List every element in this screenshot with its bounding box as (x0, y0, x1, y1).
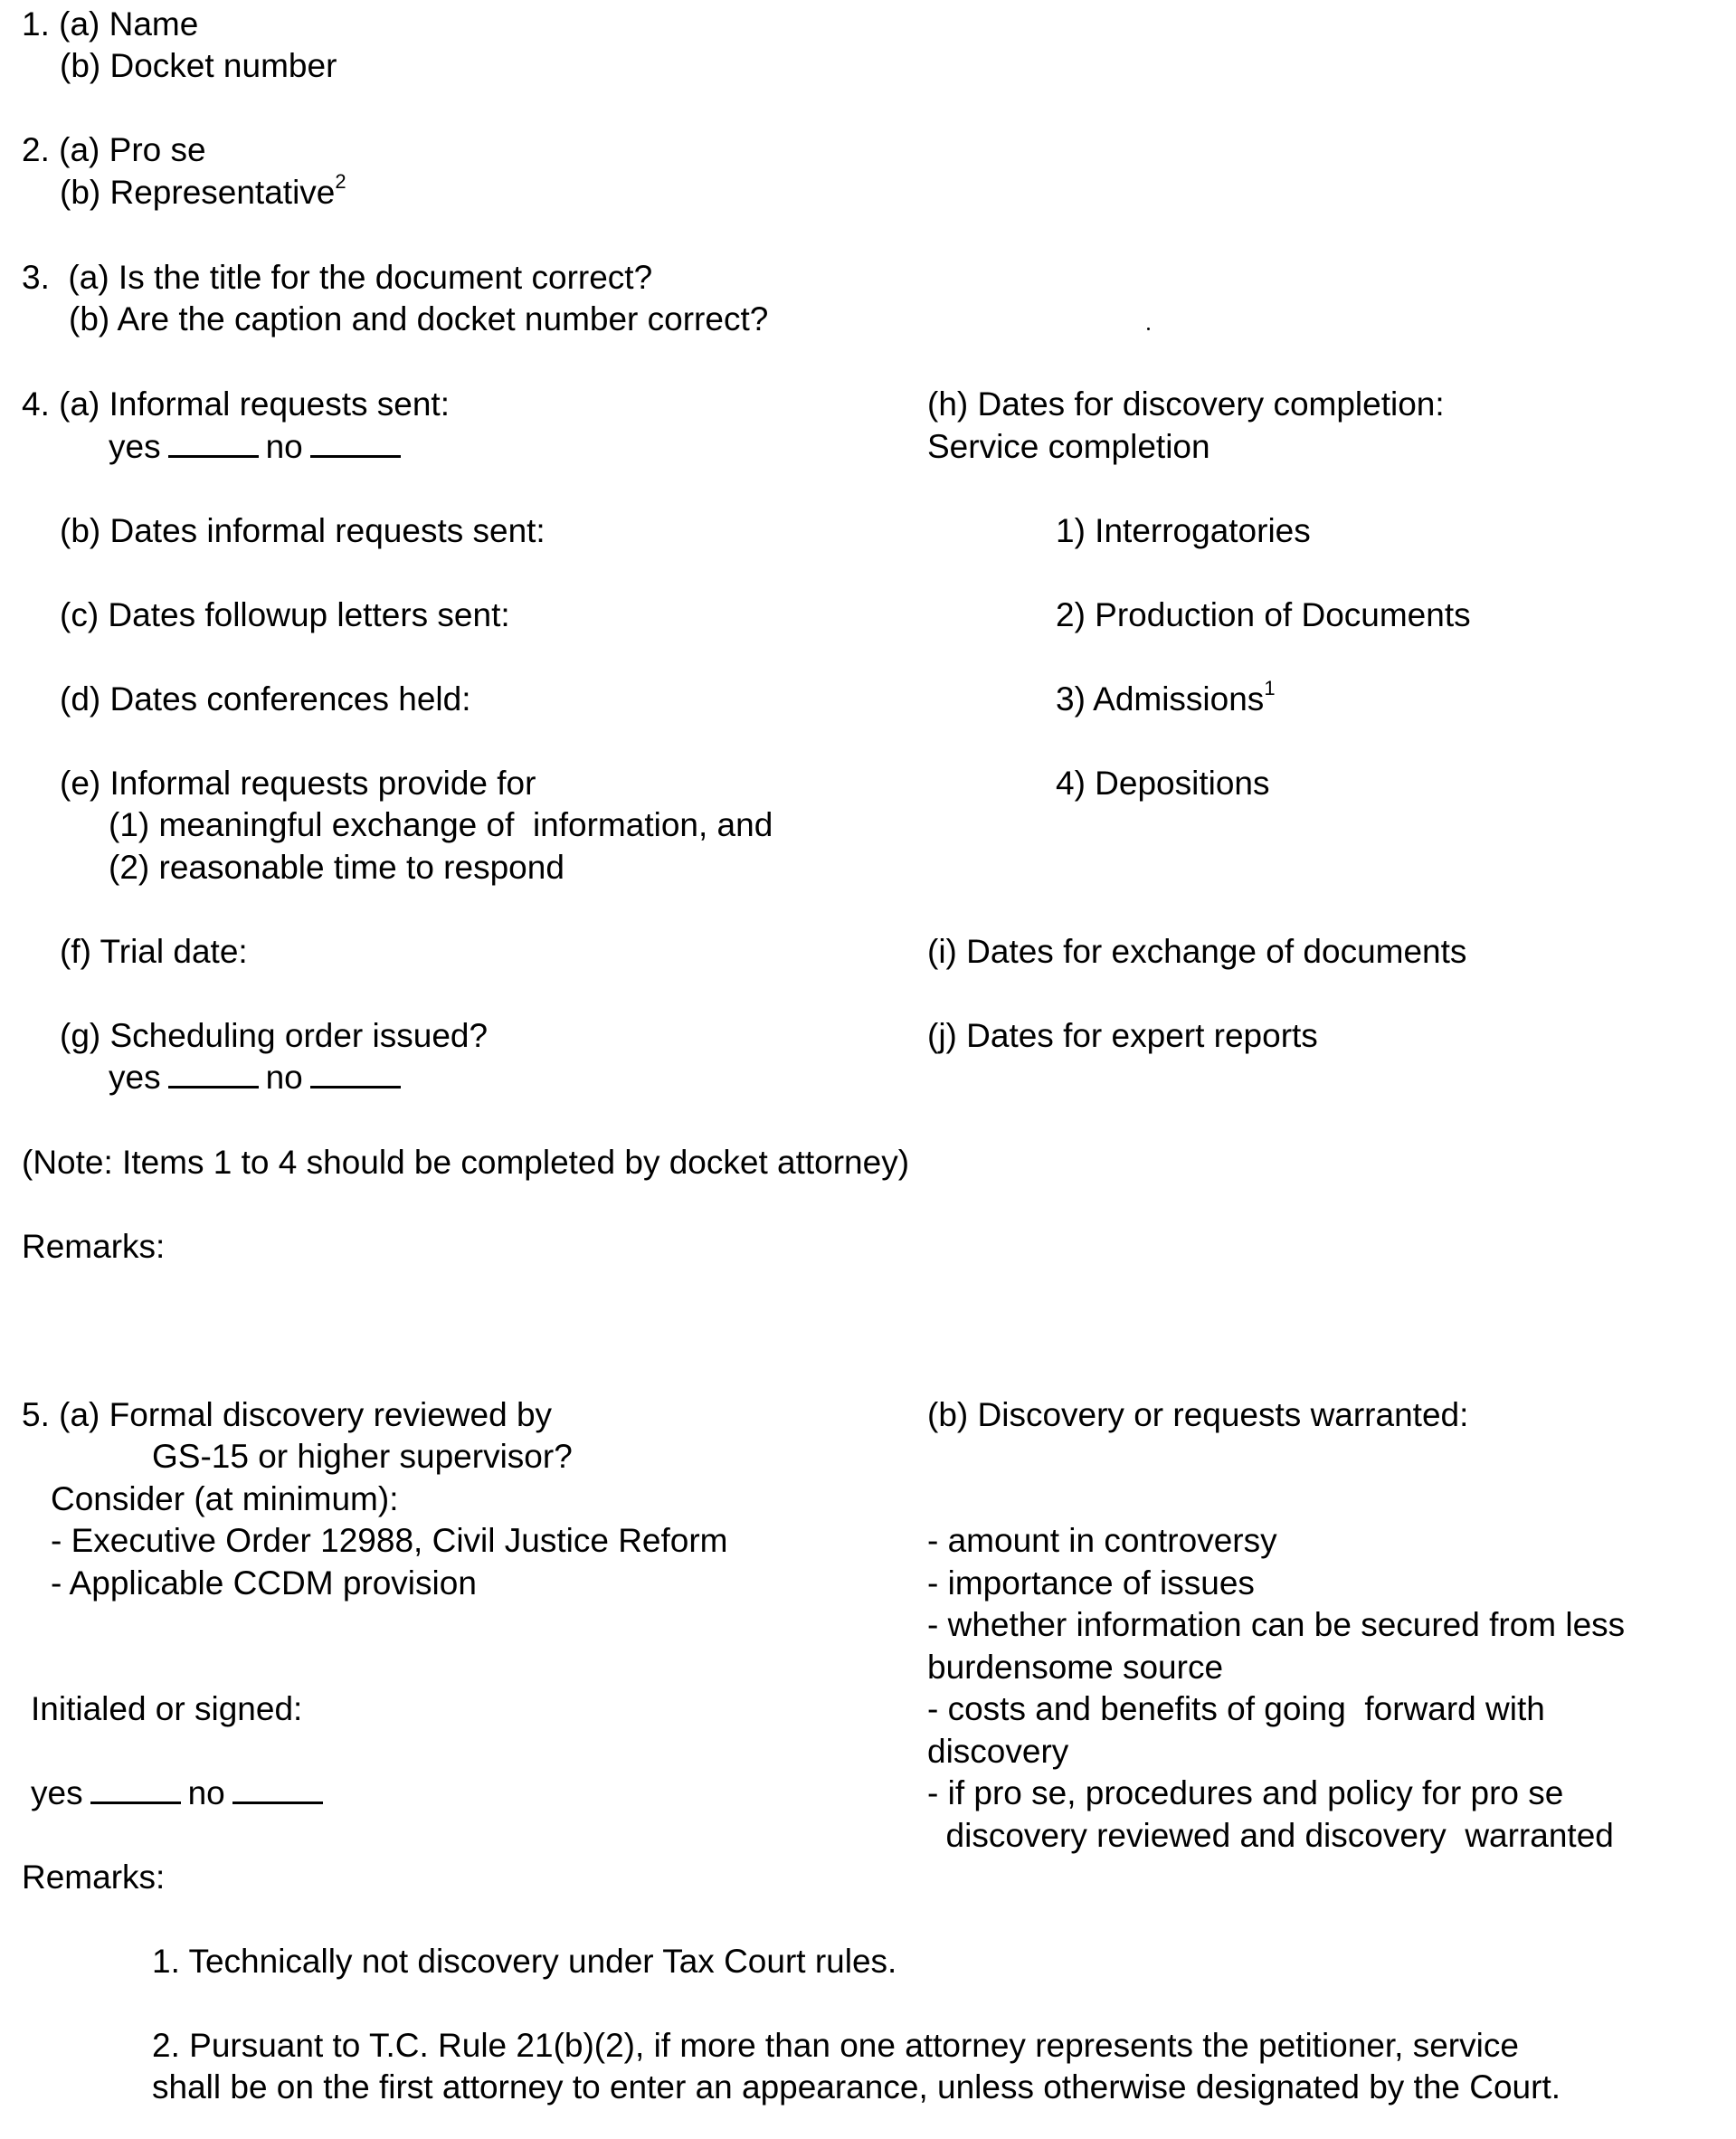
remarks-label: Remarks: (22, 1228, 166, 1265)
no-blank[interactable] (232, 1774, 323, 1804)
item4-service-completion-label: Service completion (927, 428, 1210, 465)
item5-initialed-label: Initialed or signed: (31, 1690, 303, 1727)
item4-production-documents: 2) Production of Documents (1056, 596, 1471, 633)
item5-pro-se-policy: - if pro se, procedures and policy for pro se (927, 1774, 1564, 1811)
item5-costs-benefits-cont: discovery (927, 1733, 1069, 1770)
item5-less-burdensome: - whether information can be secured from less (927, 1606, 1626, 1643)
item5-pro-se-policy-cont: discovery reviewed and discovery warranted (927, 1817, 1614, 1854)
item5-executive-order: - Executive Order 12988, Civil Justice Reform (51, 1522, 728, 1559)
no-blank[interactable] (310, 428, 401, 458)
stray-dot (1147, 328, 1150, 330)
item5-supervisor-label: GS-15 or higher supervisor? (152, 1438, 573, 1475)
yes-blank[interactable] (168, 1059, 259, 1089)
item3-title-question: 3. (a) Is the title for the document correct? (22, 259, 653, 296)
item3-caption-question: (b) Are the caption and docket number correct? (69, 300, 769, 337)
item4-exchange-documents: (i) Dates for exchange of documents (927, 933, 1467, 970)
item4-dates-followup-label: (c) Dates followup letters sent: (60, 596, 510, 633)
item4-reasonable-time: (2) reasonable time to respond (109, 849, 564, 886)
item2-representative-label: (b) Representative$^2$ (60, 169, 346, 211)
yes-blank[interactable] (168, 428, 259, 458)
item5-ccdm-provision: - Applicable CCDM provision (51, 1564, 477, 1602)
item4-informal-yes-no: yes no (109, 426, 408, 468)
item5-formal-discovery-label: 5. (a) Formal discovery reviewed by (22, 1396, 553, 1433)
item4-trial-date-label: (f) Trial date: (60, 933, 248, 970)
footnote-2-line1: 2. Pursuant to T.C. Rule 21(b)(2), if more than one attorney represents the petitioner, service (152, 2027, 1519, 2064)
item4-depositions: 4) Depositions (1056, 765, 1270, 802)
no-blank[interactable] (310, 1059, 401, 1089)
item5-yes-no: yes no (31, 1773, 330, 1814)
yes-blank[interactable] (90, 1774, 181, 1804)
footnote-2-line2: shall be on the first attorney to enter an appearance, unless otherwise designated by the Court. (152, 2068, 1561, 2106)
item5-costs-benefits: - costs and benefits of going forward with (927, 1690, 1545, 1727)
item5-amount-controversy: - amount in controversy (927, 1522, 1277, 1559)
item2-prose-label: 2. (a) Pro se (22, 131, 206, 168)
item4-meaningful-exchange: (1) meaningful exchange of information, and (109, 806, 773, 843)
item4-scheduling-order-label: (g) Scheduling order issued? (60, 1017, 489, 1054)
item4-dates-conferences-label: (d) Dates conferences held: (60, 680, 471, 718)
item1-name-label: 1. (a) Name (22, 5, 199, 43)
footnote-ref: 2 (335, 169, 346, 193)
item5-warranted-label: (b) Discovery or requests warranted: (927, 1396, 1469, 1433)
item4-informal-provide-label: (e) Informal requests provide for (60, 765, 536, 802)
footnote-1: 1. Technically not discovery under Tax Court rules. (152, 1943, 897, 1980)
completion-note: (Note: Items 1 to 4 should be completed by docket attorney) (22, 1144, 910, 1181)
item4-admissions: 3) Admissions$^1$ (1056, 676, 1276, 718)
item4-dates-informal-label: (b) Dates informal requests sent: (60, 512, 545, 549)
item4-discovery-completion-label: (h) Dates for discovery completion: (927, 385, 1445, 423)
item4-expert-reports: (j) Dates for expert reports (927, 1017, 1318, 1054)
remarks-label-2: Remarks: (22, 1859, 166, 1896)
item1-docket-label: (b) Docket number (60, 47, 337, 84)
footnote-ref: 1 (1264, 676, 1276, 699)
item5-less-burdensome-cont: burdensome source (927, 1649, 1224, 1686)
item4-informal-requests-label: 4. (a) Informal requests sent: (22, 385, 450, 423)
item5-importance-issues: - importance of issues (927, 1564, 1255, 1602)
item5-consider-label: Consider (at minimum): (51, 1480, 399, 1517)
item4-interrogatories: 1) Interrogatories (1056, 512, 1311, 549)
item4-scheduling-yes-no: yes no (109, 1057, 408, 1098)
